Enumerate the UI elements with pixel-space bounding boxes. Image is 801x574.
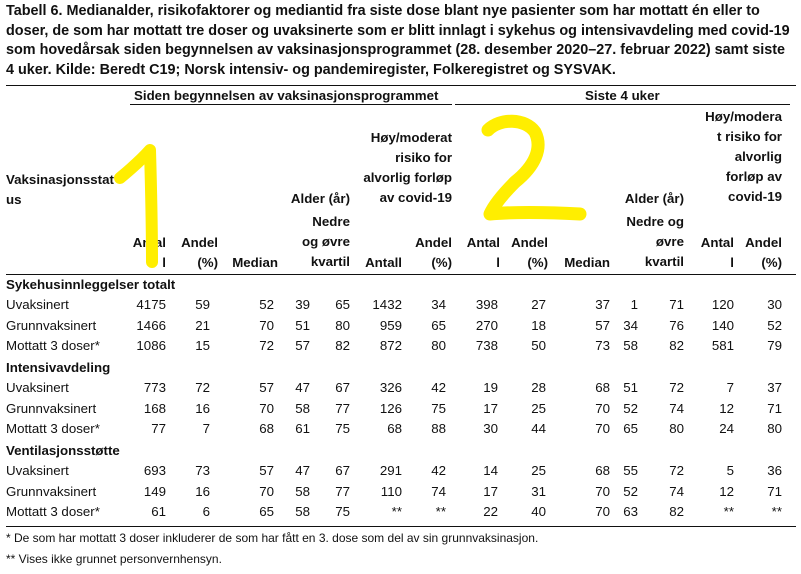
group-header-last4: Siste 4 uker [585,88,660,103]
table-cell: 40 [531,504,546,519]
table-cell: 72 [259,338,274,353]
table-cell: 77 [335,400,350,416]
table-cell: ** [435,504,446,519]
header-hoy-risiko-left [346,128,452,208]
table-cell: 71 [767,400,782,416]
table-cell: 71 [669,297,684,312]
col-median-left: Median [232,255,278,270]
table-cell: 75 [335,504,350,519]
col-andel-hoy-right [734,233,782,273]
table-row [0,295,801,315]
col-andel-hoy-left-l1: Andel [415,235,452,250]
table-cell: 65 [431,317,446,333]
table-cell: 76 [669,317,684,333]
table-cell: 581 [711,338,734,353]
table-cell: 22 [483,504,498,519]
table-cell: 65 [259,504,274,519]
table-row [0,502,801,522]
row-label: Mottatt 3 doser* [6,421,100,436]
row-label: Uvaksinert [6,463,69,478]
footnote-1: * De som har mottatt 3 doser inkluderer de som har fått en 3. dose som del av sin grunnvaksinasjon. [6,531,539,545]
table-cell: 27 [531,297,546,312]
col-antall-hoy-left: Antall [365,255,402,270]
header-hoy-risiko-right [688,107,782,207]
table-cell: 126 [379,400,402,416]
table-cell: 58 [295,400,310,416]
table-cell: 16 [195,400,210,416]
table-row [0,378,801,398]
col-andel-right-l1: Andel [511,235,548,250]
col-andel-right [500,233,548,273]
hoy-right-line4: forløp av [725,169,782,184]
col-antall-left [120,233,166,273]
table-cell: 24 [719,421,734,436]
col-andel-hoy-left [402,233,452,273]
table-cell: 77 [335,483,350,499]
table-cell: 80 [669,421,684,436]
table-cell: 61 [295,421,310,436]
hoy-left-line4: av covid-19 [379,190,452,205]
table-cell: 773 [143,380,166,395]
table-cell: ** [723,504,734,519]
table-cell: 59 [195,297,210,312]
col-median-right: Median [564,255,610,270]
section-title: Sykehusinnleggelser totalt [6,277,176,292]
nedre-line1: Nedre [312,214,350,229]
header-alder-right: Alder (år) [624,191,684,206]
table-row [0,336,801,356]
table-cell: 1466 [136,317,166,333]
table-cell: 63 [623,504,638,519]
table-row [0,399,801,419]
table-cell: 140 [711,317,734,333]
table-cell: 57 [259,463,274,478]
table-cell: 70 [595,400,610,416]
header-nedre-ovre-right [604,212,684,272]
table-row [0,482,801,502]
table-cell: 58 [623,338,638,353]
section-title: Intensivavdeling [6,360,111,375]
table-cell: 55 [623,463,638,478]
table-cell: 326 [379,380,402,395]
table-cell: 67 [335,463,350,478]
table-cell: 74 [669,483,684,499]
table-row [0,461,801,481]
row-label: Grunnvaksinert [6,317,97,333]
header-vaks-line1: Vaksinasjonsstat [6,172,114,187]
row-label: Uvaksinert [6,297,69,312]
table-cell: 70 [259,483,274,499]
table-cell: 52 [259,297,274,312]
row-label: Grunnvaksinert [6,483,97,499]
table-cell: 37 [595,297,610,312]
col-andel-left-l2: (%) [197,255,218,270]
table-cell: ** [391,504,402,519]
table-cell: 74 [669,400,684,416]
table-cell: 30 [767,297,782,312]
table-cell: 42 [431,463,446,478]
table-cell: 68 [595,463,610,478]
group-header-since-start: Siden begynnelsen av vaksinasjonsprogrammet [134,88,439,103]
table-cell: 36 [767,463,782,478]
table-cell: 51 [295,317,310,333]
table-cell: 12 [719,400,734,416]
hoy-right-line5: covid-19 [728,189,782,204]
nedre-line2: og øvre [301,234,350,249]
col-antall-right [452,233,500,273]
header-vaksinasjonsstatus [6,170,114,210]
table-cell: 88 [431,421,446,436]
table-cell: 65 [335,297,350,312]
hoy-left-line2: risiko for [395,150,452,165]
table-cell: 168 [143,400,166,416]
row-label: Mottatt 3 doser* [6,504,100,519]
table-cell: 72 [669,463,684,478]
table-cell: 17 [483,400,498,416]
table-cell: 57 [595,317,610,333]
table-cell: 68 [387,421,402,436]
table-cell: 17 [483,483,498,499]
row-label: Uvaksinert [6,380,69,395]
table-cell: 72 [669,380,684,395]
table-caption: Tabell 6. Medianalder, risikofaktorer og mediantid fra siste dose blant nye pasienter som har mottatt én eller to doser, de som har mottatt tre doser og uvaksinerte som er blitt innlagt i sykehus og intensivavdeling med covid-19 som hovedårsak siden begynnelsen av vaksinasjonsprogrammet (28. desember 2020–27. februar 2022) samt siste 4 uker. Kilde: Beredt C19; Norsk intensiv- og pandemiregister, Folkeregistret og SYSVAK. [6,3,790,78]
header-alder-left: Alder (år) [290,191,350,206]
col-antall-hoy-right-l1: Antal [700,235,734,250]
table-cell: 70 [259,400,274,416]
header-vaks-line2: us [6,192,22,207]
row-label: Grunnvaksinert [6,400,97,416]
table-cell: 4175 [136,297,166,312]
table-cell: 42 [431,380,446,395]
table-cell: 693 [143,463,166,478]
table-cell: 71 [767,483,782,499]
col-antall-hoy-right [690,233,734,273]
table-bottom-rule [6,526,796,527]
table-cell: 68 [259,421,274,436]
table-cell: 82 [669,338,684,353]
table-cell: 149 [143,483,166,499]
table-cell: 21 [195,317,210,333]
table-cell: 12 [719,483,734,499]
table-cell: 47 [295,463,310,478]
table-cell: 70 [595,421,610,436]
table-cell: 25 [531,463,546,478]
table-cell: 34 [431,297,446,312]
hoy-left-line1: Høy/moderat [370,130,452,145]
table-cell: 1086 [136,338,166,353]
mark-two [488,121,580,214]
footnote-2: ** Vises ikke grunnet personvernhensyn. [6,552,222,566]
table-cell: 67 [335,380,350,395]
col-andel-hoy-right-l2: (%) [761,255,782,270]
col-andel-left [168,233,218,273]
table-cell: 80 [767,421,782,436]
table-cell: 959 [379,317,402,333]
table-cell: 7 [202,421,210,436]
hoy-right-line2: t risiko for [716,129,782,144]
table-cell: 1 [630,297,638,312]
table-cell: 5 [726,463,734,478]
table-cell: 79 [767,338,782,353]
col-antall-right-l2: l [496,255,500,270]
table-cell: 28 [531,380,546,395]
table-cell: 25 [531,400,546,416]
table-cell: 14 [483,463,498,478]
hoy-right-line1: Høy/modera [705,109,782,124]
nedre-r-line3: kvartil [644,254,684,269]
table-cell: 70 [595,504,610,519]
table-cell: 70 [595,483,610,499]
table-cell: 52 [623,400,638,416]
table-cell: 51 [623,380,638,395]
table-cell: 82 [669,504,684,519]
section-title: Ventilasjonsstøtte [6,443,120,458]
table-cell: 58 [295,504,310,519]
table-cell: 47 [295,380,310,395]
table-cell: 738 [475,338,498,353]
table-cell: 30 [483,421,498,436]
table-cell: 75 [335,421,350,436]
table-cell: 872 [379,338,402,353]
table-cell: 52 [767,317,782,333]
col-antall-hoy-right-l2: l [730,255,734,270]
table-cell: 72 [195,380,210,395]
table-cell: 73 [195,463,210,478]
nedre-line3: kvartil [310,254,350,269]
nedre-r-line2: øvre [655,234,684,249]
table-cell: 7 [726,380,734,395]
table-cell: 80 [431,338,446,353]
col-andel-hoy-left-l2: (%) [431,255,452,270]
table-cell: 65 [623,421,638,436]
table-cell: 80 [335,317,350,333]
mark-two-stroke [488,121,580,214]
table-cell: 70 [259,317,274,333]
header-bottom-rule [6,274,796,275]
table-cell: 270 [475,317,498,333]
hoy-left-line3: alvorlig forløp [363,170,452,185]
row-label: Mottatt 3 doser* [6,338,100,353]
table-cell: 57 [259,380,274,395]
table-cell: 37 [767,380,782,395]
col-andel-right-l2: (%) [527,255,548,270]
table-cell: ** [771,504,782,519]
nedre-r-line1: Nedre og [626,214,684,229]
col-antall-right-l1: Antal [466,235,500,250]
table-row [0,419,801,439]
col-andel-left-l1: Andel [181,235,218,250]
table-cell: 73 [595,338,610,353]
table-cell: 50 [531,338,546,353]
table-cell: 398 [475,297,498,312]
table-cell: 110 [380,483,402,499]
table-row [0,316,801,336]
table-cell: 77 [151,421,166,436]
table-cell: 39 [295,297,310,312]
table-cell: 18 [531,317,546,333]
col-antall-left-l2: l [162,255,166,270]
col-andel-hoy-right-l1: Andel [745,235,782,250]
table-cell: 6 [202,504,210,519]
table-cell: 74 [431,483,446,499]
table-cell: 34 [623,317,638,333]
table-cell: 52 [623,483,638,499]
table-cell: 31 [531,483,546,499]
header-nedre-ovre-left [270,212,350,272]
hoy-right-line3: alvorlig [734,149,782,164]
table-cell: 16 [195,483,210,499]
table-cell: 291 [379,463,402,478]
table-cell: 68 [595,380,610,395]
table-cell: 75 [431,400,446,416]
table-cell: 1432 [372,297,402,312]
table-cell: 57 [295,338,310,353]
col-antall-left-l1: Antal [132,235,166,250]
table-cell: 44 [531,421,546,436]
table-cell: 19 [483,380,498,395]
table-cell: 82 [335,338,350,353]
table-cell: 120 [711,297,734,312]
table-cell: 15 [195,338,210,353]
table-cell: 58 [295,483,310,499]
table-cell: 61 [151,504,166,519]
